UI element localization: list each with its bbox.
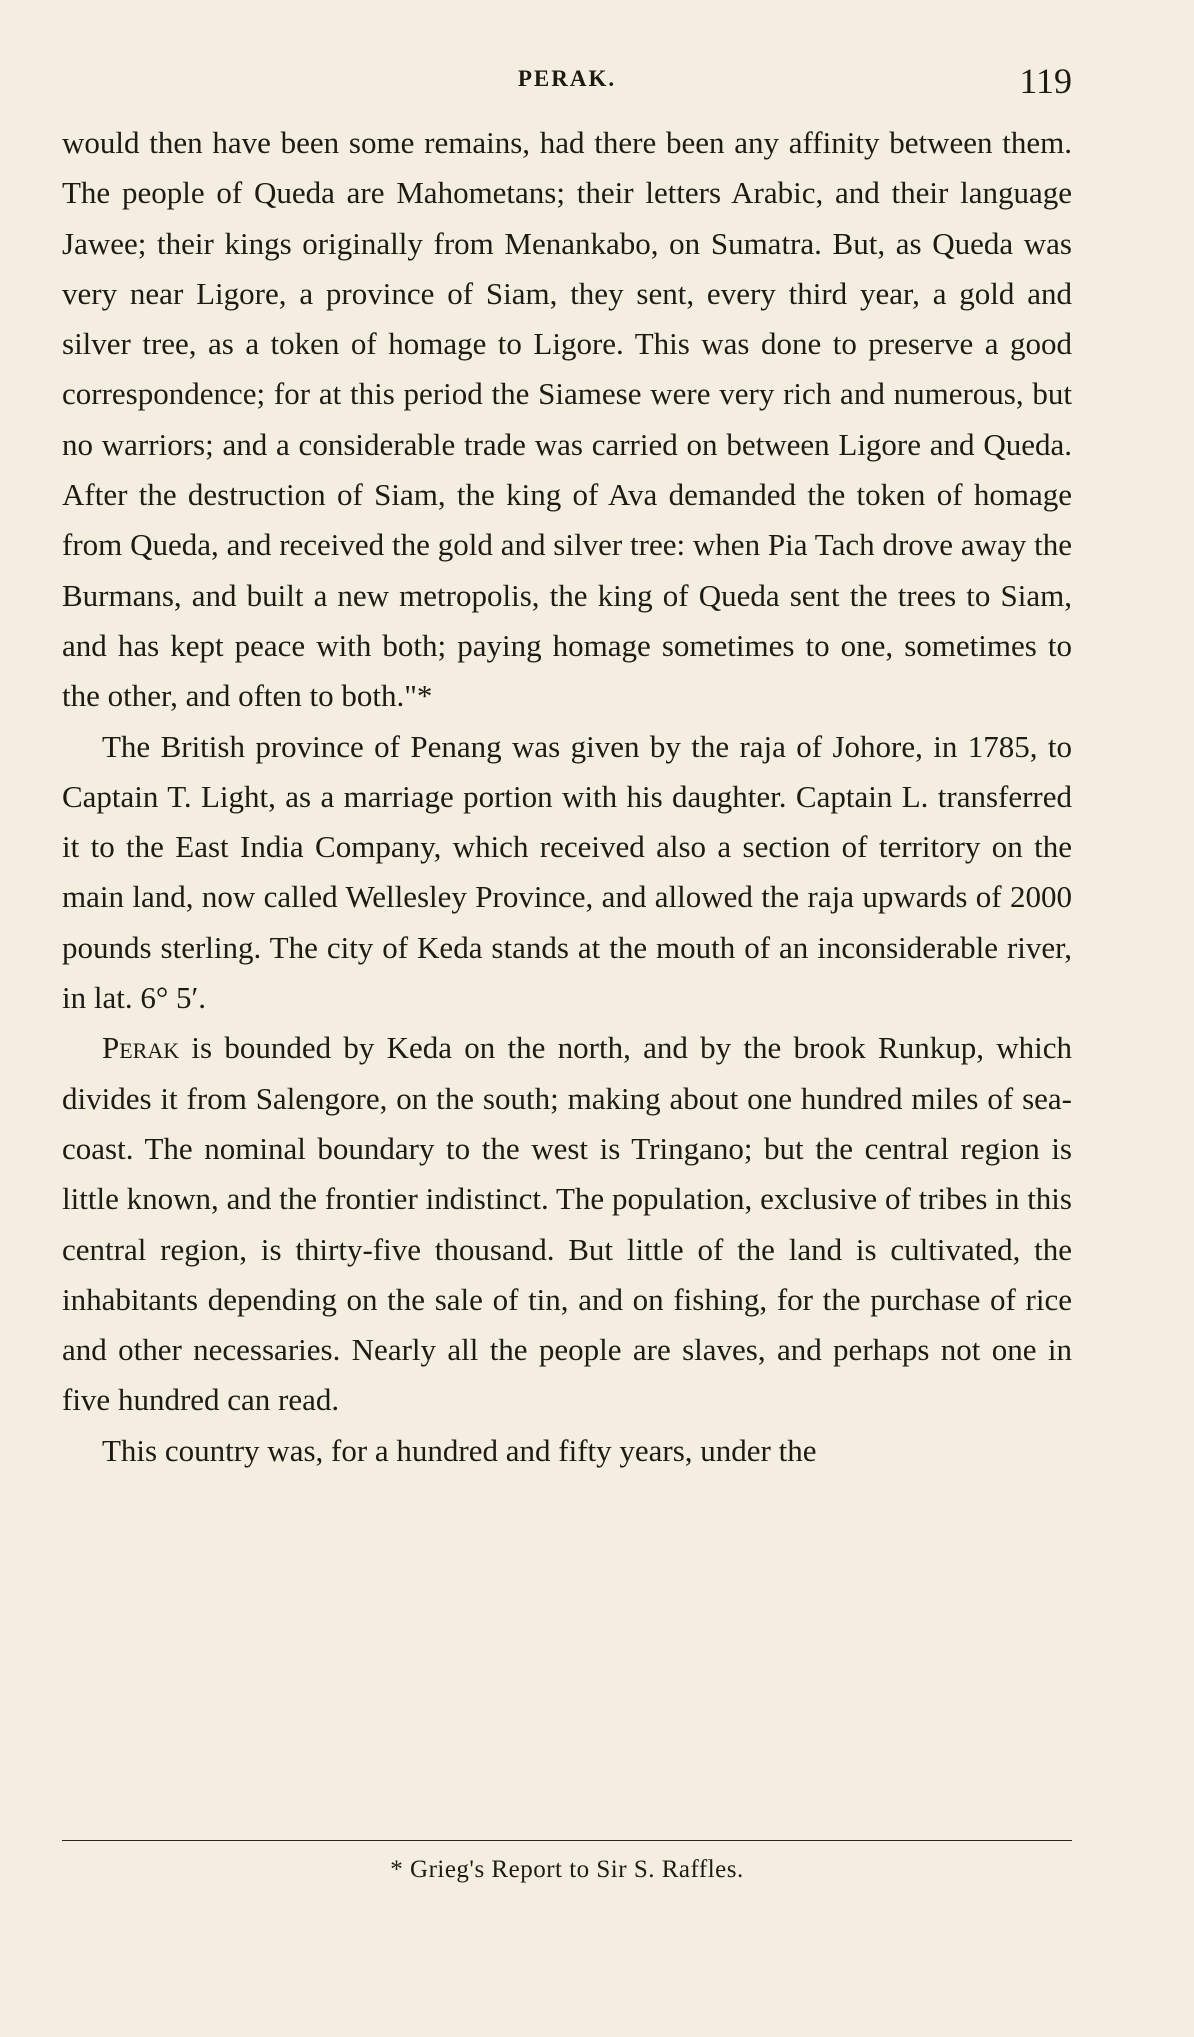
paragraph-perak (62, 1023, 1072, 1425)
page-number: 119 (1019, 61, 1072, 101)
paragraph-continued: would then have been some remains, had there been any affinity between them. The people of Queda are Mahometans; their letters Arabic, and their language Jawee; their kings originally from Menankabo, on Sumatra. But, as Queda was very near Ligore, a province of Siam, they sent, every third year, a gold and silver tree, as a token of homage to Ligore. This was done to preserve a good correspondence; for at this period the Siamese were very rich and numerous, but no warriors; and a considerable trade was carried on between Ligore and Queda. After the destruction of Siam, the king of Ava demanded the token of homage from Queda, and received the gold and silver tree: when Pia Tach drove away the Burmans, and built a new metropolis, the king of Queda sent the trees to Siam, and has kept peace with both; paying homage sometimes to one, sometimes to the other, and often to both."* (62, 125, 1072, 714)
body-text (62, 118, 1072, 1476)
paragraph-perak-text: is bounded by Keda on the north, and by the brook Runkup, which divides it from Salengore, on the south; making about one hundred miles of sea-coast. The nominal boundary to the west is Tringano; but the central region is little known, and the frontier indistinct. The population, exclusive of tribes in this central region, is thirty-five thousand. But little of the land is cultivated, the inhabitants depending on the sale of tin, and on fishing, for the purchase of rice and other necessaries. Nearly all the people are slaves, and perhaps not one in five hundred can read. (62, 1030, 1072, 1418)
paragraph-history: This country was, for a hundred and fifty years, under the (102, 1432, 817, 1468)
paragraph-penang: The British province of Penang was given by the raja of Johore, in 1785, to Captain T. Light, as a marriage portion with his daughter. Captain L. transferred it to the East India Company, which received also a section of territory on the main land, now called Wellesley Province, and allowed the raja upwards of 2000 pounds sterling. The city of Keda stands at the mouth of an inconsiderable river, in lat. 6° 5′. (62, 728, 1072, 1016)
running-title: PERAK. (517, 66, 617, 91)
running-head (62, 60, 1072, 110)
footnote-rule (62, 1840, 1072, 1841)
footnote: * Grieg's Report to Sir S. Raffles. (390, 1856, 744, 1883)
paragraph-lead-word: Perak (102, 1030, 180, 1066)
